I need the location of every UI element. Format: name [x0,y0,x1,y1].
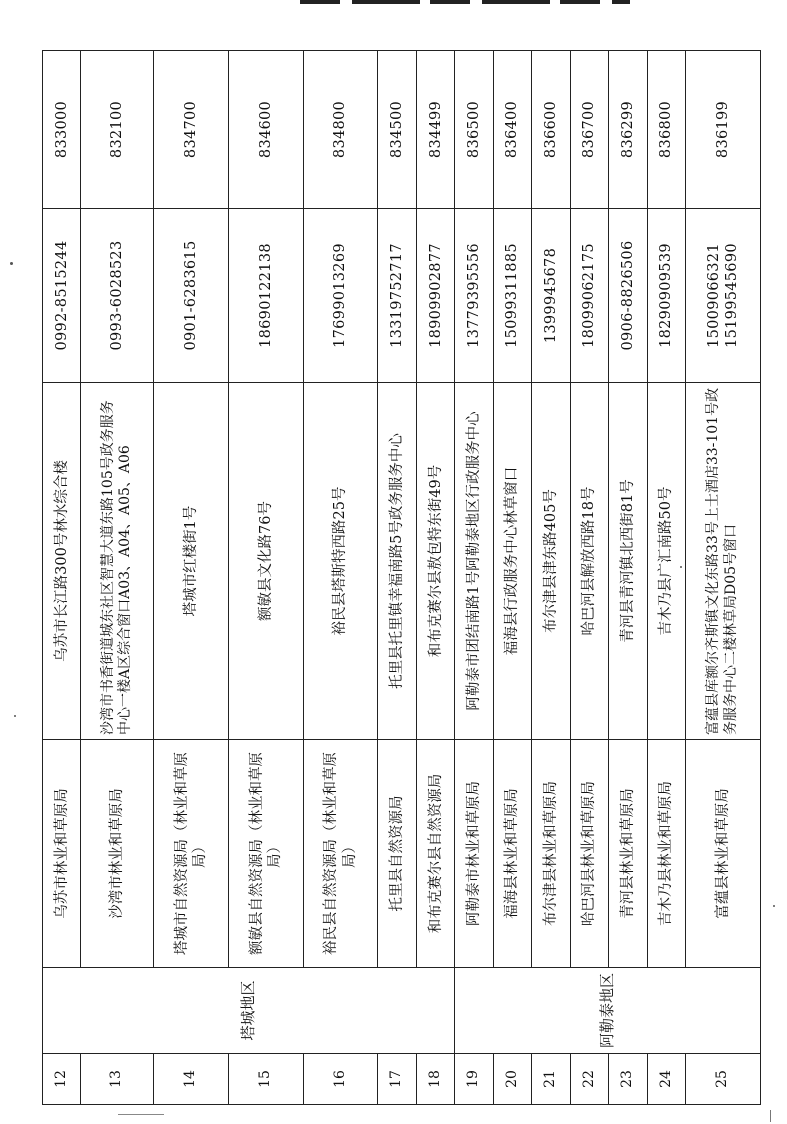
region-cell: 阿勒泰地区 [455,968,761,1054]
postcode-cell: 836700 [570,51,608,209]
rotated-page [42,51,761,1105]
postcode-cell: 836500 [455,51,493,209]
phone-cell: 0993-6028523 [81,209,153,383]
scan-speck [10,262,13,265]
organization-cell: 托里县自然资源局 [378,740,416,968]
organization-cell: 布尔津县林业和草原局 [532,740,570,968]
address-cell: 塔城市红楼街1号 [153,383,228,740]
table-row [153,51,228,1105]
phone-cell: 0901-6283615 [153,209,228,383]
table-row [532,51,570,1105]
phone-cell: 15099311885 [493,209,531,383]
row-number-cell: 25 [685,1054,760,1105]
phone-cell: 18290909539 [647,209,685,383]
postcode-cell: 834800 [303,51,378,209]
row-number-cell: 22 [570,1054,608,1105]
office-directory-table [42,50,761,1105]
organization-cell: 裕民县自然资源局（林业和草原局） [303,740,378,968]
address-cell: 富蕴县库额尔齐斯镇文化东路33号上士酒店33-101号政务服务中心二楼林草局D05号窗口 [685,383,760,740]
scan-dash [770,1110,771,1122]
region-cell: 塔城地区 [43,968,455,1054]
scan-dash [118,1114,164,1115]
phone-cell: 15009066321 15199545690 [685,209,760,383]
rotated-table-container [42,51,761,1105]
table-row [81,51,153,1105]
row-number-cell: 18 [416,1054,454,1105]
phone-cell: 17699013269 [303,209,378,383]
address-cell: 福海县行政服务中心林草窗口 [493,383,531,740]
table-row [685,51,760,1105]
postcode-cell: 836400 [493,51,531,209]
address-cell: 和布克赛尔县敖包特东街49号 [416,383,454,740]
address-cell: 乌苏市长江路300号林水综合楼 [43,383,81,740]
address-cell: 青河县青河镇北西街81号 [609,383,647,740]
postcode-cell: 834600 [228,51,303,209]
table-row [43,51,81,1105]
table-row [609,51,647,1105]
scan-top-mark [300,0,630,4]
scan-speck [14,715,16,717]
address-cell: 额敏县文化路76号 [228,383,303,740]
postcode-cell: 834500 [378,51,416,209]
postcode-cell: 836199 [685,51,760,209]
address-cell: 阿勒泰市团结南路1号阿勒泰地区行政服务中心 [455,383,493,740]
organization-cell: 吉木乃县林业和草原局 [647,740,685,968]
table-row [570,51,608,1105]
phone-cell: 13319752717 [378,209,416,383]
postcode-cell: 834700 [153,51,228,209]
address-cell: 吉木乃县广汇南路50号 [647,383,685,740]
phone-cell: 0906-8826506 [609,209,647,383]
row-number-cell: 17 [378,1054,416,1105]
table-row [493,51,531,1105]
phone-cell: 18909902877 [416,209,454,383]
organization-cell: 和布克赛尔县自然资源局 [416,740,454,968]
organization-cell: 富蕴县林业和草原局 [685,740,760,968]
organization-cell: 青河县林业和草原局 [609,740,647,968]
row-number-cell: 15 [228,1054,303,1105]
row-number-cell: 13 [81,1054,153,1105]
address-cell: 裕民县塔斯特西路25号 [303,383,378,740]
row-number-cell: 16 [303,1054,378,1105]
address-cell: 沙湾市书香街道城东社区智慧大道东路105号政务服务中心一楼A区综合窗口A03、A04、A05、A06 [81,383,153,740]
organization-cell: 阿勒泰市林业和草原局 [455,740,493,968]
scan-speck [773,905,775,907]
address-cell: 哈巴河县解放西路18号 [570,383,608,740]
address-cell: 托里县托里镇幸福南路5号政务服务中心 [378,383,416,740]
organization-cell: 塔城市自然资源局（林业和草原局） [153,740,228,968]
postcode-cell: 836600 [532,51,570,209]
table-row [647,51,685,1105]
row-number-cell: 20 [493,1054,531,1105]
postcode-cell: 836299 [609,51,647,209]
table-row [455,51,493,1105]
table-row [416,51,454,1105]
row-number-cell: 19 [455,1054,493,1105]
row-number-cell: 12 [43,1054,81,1105]
phone-cell: 18690122138 [228,209,303,383]
row-number-cell: 21 [532,1054,570,1105]
postcode-cell: 833000 [43,51,81,209]
table-row [228,51,303,1105]
table-row [303,51,378,1105]
table-row [378,51,416,1105]
organization-cell: 乌苏市林业和草原局 [43,740,81,968]
phone-cell: 1399945678 [532,209,570,383]
row-number-cell: 23 [609,1054,647,1105]
row-number-cell: 14 [153,1054,228,1105]
organization-cell: 福海县林业和草原局 [493,740,531,968]
organization-cell: 哈巴河县林业和草原局 [570,740,608,968]
row-number-cell: 24 [647,1054,685,1105]
postcode-cell: 836800 [647,51,685,209]
organization-cell: 沙湾市林业和草原局 [81,740,153,968]
organization-cell: 额敏县自然资源局（林业和草原局） [228,740,303,968]
postcode-cell: 832100 [81,51,153,209]
phone-cell: 0992-8515244 [43,209,81,383]
phone-cell: 18099062175 [570,209,608,383]
phone-cell: 13779395556 [455,209,493,383]
postcode-cell: 834499 [416,51,454,209]
address-cell: 布尔津县津东路405号 [532,383,570,740]
